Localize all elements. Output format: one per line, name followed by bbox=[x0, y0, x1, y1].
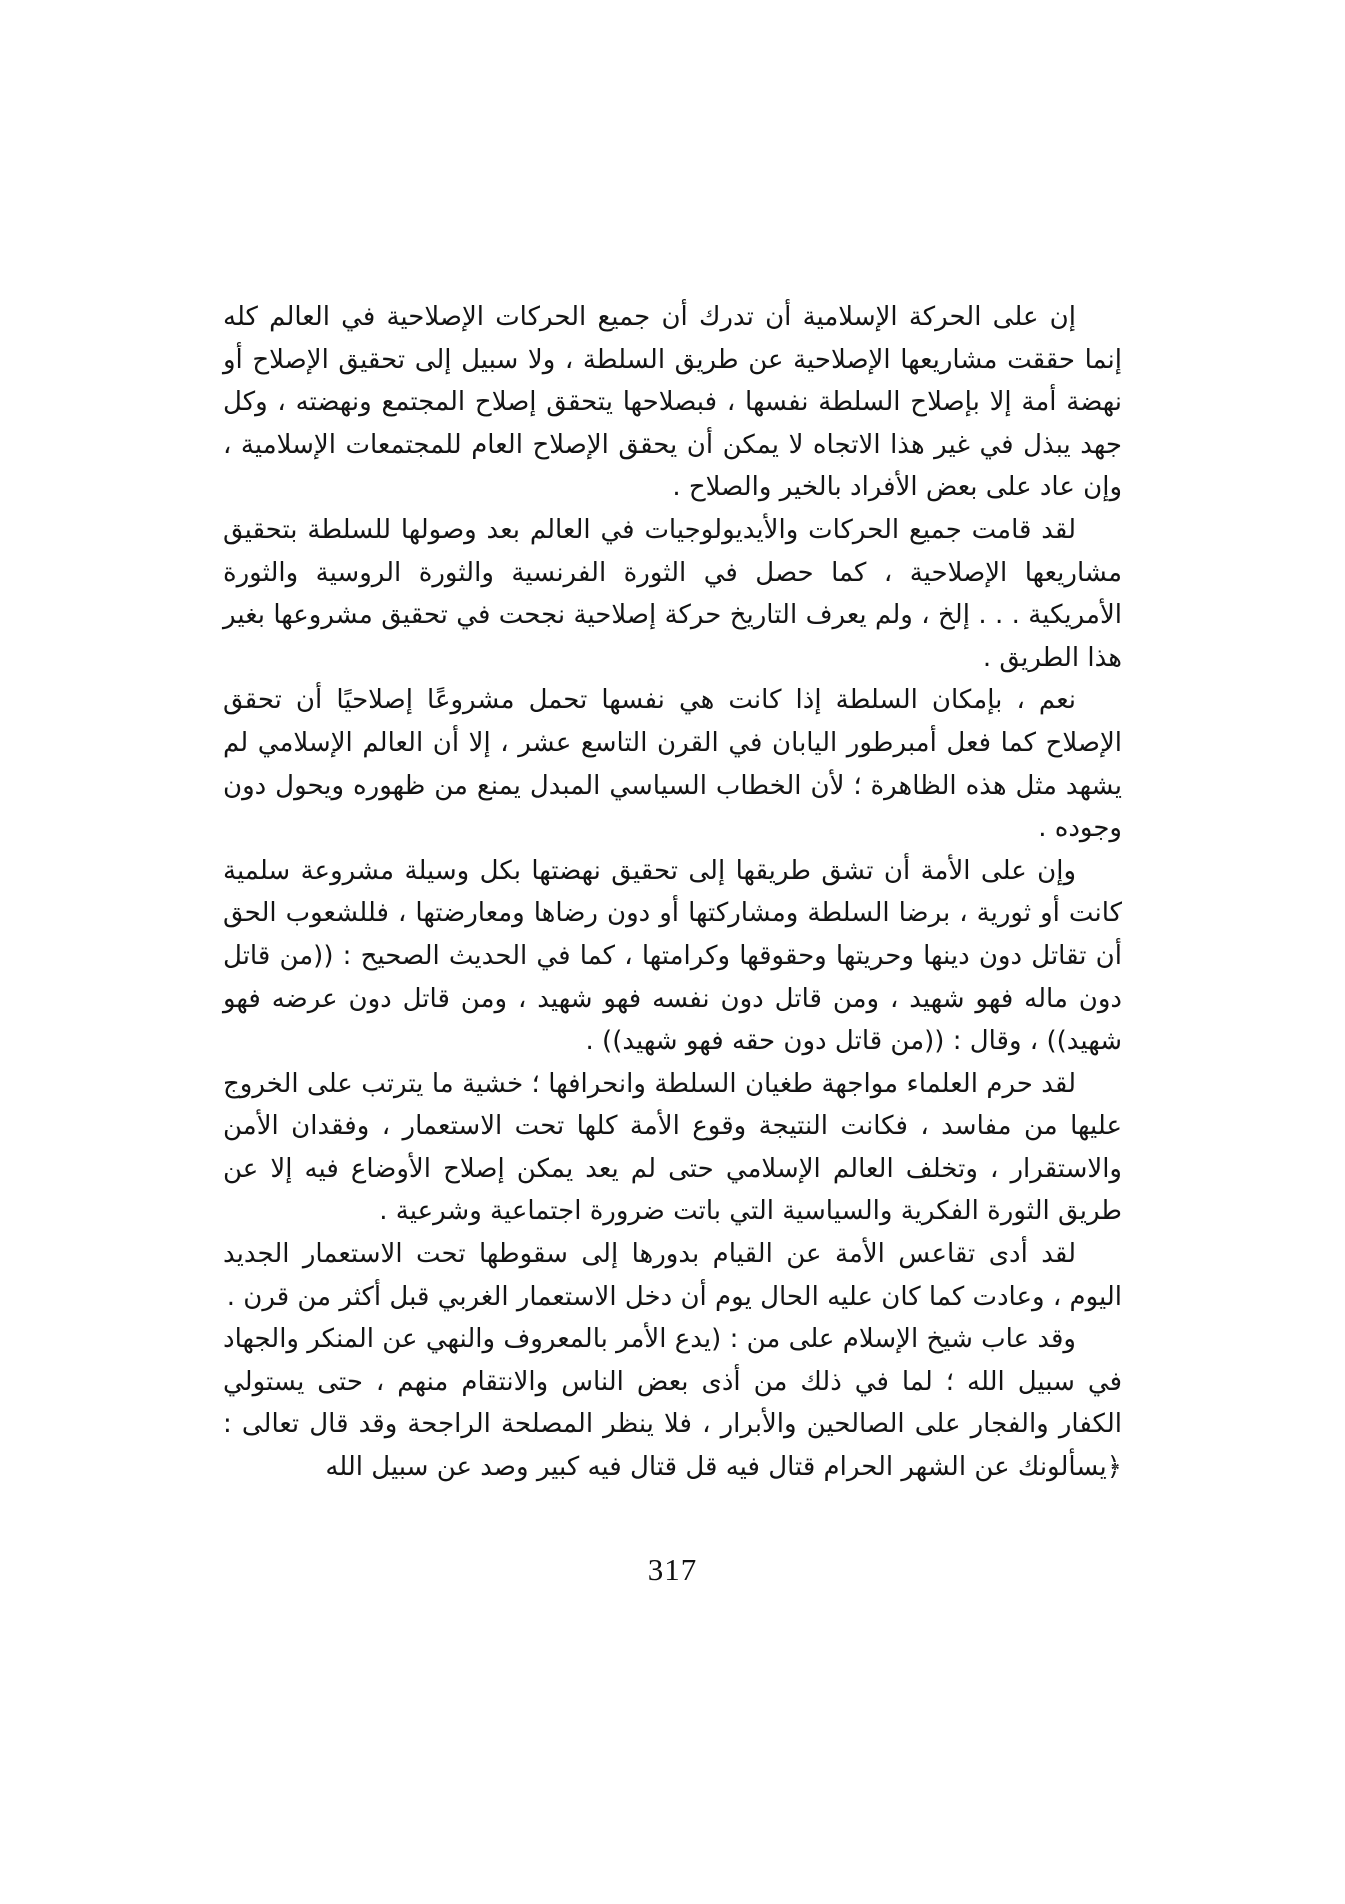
paragraph: إن على الحركة الإسلامية أن تدرك أن جميع الحركات الإصلاحية في العالم كله إنما حققت مشاريعها الإصلاحية عن طريق السلطة ، ولا سبيل إلى تحقيق الإصلاح أو نهضة أمة إلا بإصلاح السلطة نفسها ، فبصلاحها يتحقق إصلاح المجتمع ونهضته ، وكل جهد يبذل في غير هذا الاتجاه لا يمكن أن يحقق الإصلاح العام للمجتمعات الإسلامية ، وإن عاد على بعض الأفراد بالخير والصلاح . bbox=[223, 302, 1122, 503]
paragraph: نعم ، بإمكان السلطة إذا كانت هي نفسها تحمل مشروعًا إصلاحيًا أن تحقق الإصلاح كما فعل أمبرطور اليابان في القرن التاسع عشر ، إلا أن العالم الإسلامي لم يشهد مثل هذه الظاهرة ؛ لأن الخطاب السياسي المبدل يمنع من ظهوره ويحول دون وجوده . bbox=[223, 685, 1122, 844]
paragraph: لقد قامت جميع الحركات والأيديولوجيات في العالم بعد وصولها للسلطة بتحقيق مشاريعها الإصلاحية ، كما حصل في الثورة الفرنسية والثورة الروسية والثورة الأمريكية . . . إلخ ، ولم يعرف التاريخ حركة إصلاحية نجحت في تحقيق مشروعها بغير هذا الطريق . bbox=[223, 514, 1122, 673]
paragraph: لقد أدى تقاعس الأمة عن القيام بدورها إلى سقوطها تحت الاستعمار الجديد اليوم ، وعادت كما كان عليه الحال يوم أن دخل الاستعمار الغربي قبل أكثر من قرن . bbox=[223, 1239, 1122, 1312]
paragraph: وإن على الأمة أن تشق طريقها إلى تحقيق نهضتها بكل وسيلة مشروعة سلمية كانت أو ثورية ، برضا السلطة ومشاركتها أو دون رضاها ومعارضتها ، فللشعوب الحق أن تقاتل دون دينها وحريتها وحقوقها وكرامتها ، كما في الحديث الصحيح : ((من قاتل دون ماله فهو شهيد ، ومن قاتل دون نفسه فهو شهيد ، ومن قاتل دون عرضه فهو شهيد)) ، وقال : ((من قاتل دون حقه فهو شهيد)) . bbox=[223, 855, 1122, 1057]
page-number: 317 bbox=[647, 1552, 698, 1587]
paragraph: وقد عاب شيخ الإسلام على من : (يدع الأمر بالمعروف والنهي عن المنكر والجهاد في سبيل الله ؛ لما في ذلك من أذى بعض الناس والانتقام منهم ، حتى يستولي الكفار والفجار على الصالحين والأبرار ، فلا ينظر المصلحة الراجحة وقد قال تعالى : ﴿يسألونك عن الشهر الحرام قتال فيه قل قتال فيه كبير وصد عن سبيل الله bbox=[223, 1324, 1122, 1483]
body-text bbox=[223, 296, 1122, 1489]
paragraph: لقد حرم العلماء مواجهة طغيان السلطة وانحرافها ؛ خشية ما يترتب على الخروج عليها من مفاسد ، فكانت النتيجة وقوع الأمة كلها تحت الاستعمار ، وفقدان الأمن والاستقرار ، وتخلف العالم الإسلامي حتى لم يعد يمكن إصلاح الأوضاع فيه إلا عن طريق الثورة الفكرية والسياسية التي باتت ضرورة اجتماعية وشرعية . bbox=[223, 1068, 1122, 1227]
